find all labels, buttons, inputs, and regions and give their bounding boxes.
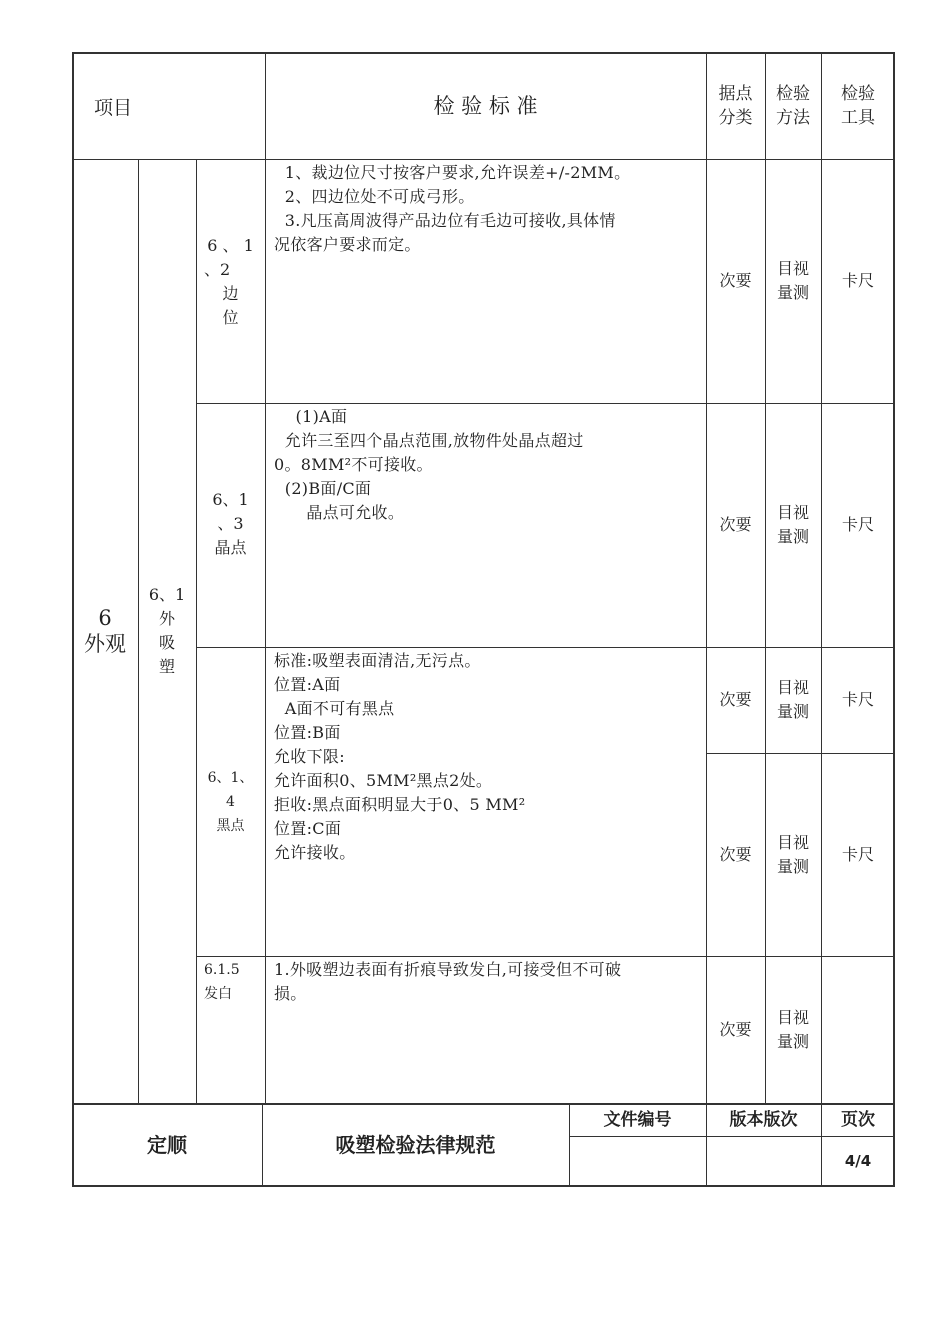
row2-std-line-4: (2)B面/C面 (274, 479, 372, 498)
row2-std-line-5: 晶点可允收。 (274, 503, 405, 522)
section-sub-line-3: 吸 (158, 633, 175, 652)
row3b-method (765, 753, 821, 956)
row2-classify: 次要 (719, 515, 752, 534)
header-method-line-1: 检验 (776, 83, 810, 104)
row2-tool: 卡尺 (841, 515, 874, 534)
row3-std-line-2: 位置:A面 (274, 675, 341, 694)
footer-version (706, 1136, 821, 1185)
footer-page-label: 页次 (841, 1109, 875, 1130)
row3-std-line-4: 位置:B面 (274, 723, 341, 742)
row2-method-line-1: 目视 (776, 503, 809, 522)
footer-page: 4/4 (844, 1151, 872, 1170)
row3-std-line-8: 位置:C面 (274, 819, 342, 838)
row3a-method (765, 647, 821, 753)
row1-method-line-2: 量测 (776, 283, 809, 302)
row1-item-line-3: 边 (222, 284, 239, 303)
row4-std-line-2: 损。 (274, 984, 307, 1003)
row1-method-line-1: 目视 (776, 259, 809, 278)
section-sub-line-2: 外 (158, 609, 175, 628)
row1-std-line-3: 3.凡压高周波得产品边位有毛边可接收,具体情 (274, 211, 616, 230)
section-sub-line-4: 塑 (158, 657, 175, 676)
row1-std-line-4: 况依客户要求而定。 (274, 235, 421, 254)
section-main-name: 外观 (84, 632, 126, 656)
row4-method (765, 956, 821, 1103)
row3-std-line-1: 标准:吸塑表面清洁,无污点。 (274, 651, 481, 670)
row3b-classify: 次要 (719, 844, 752, 864)
section-main-number: 6 (98, 606, 112, 630)
row3a-tool: 卡尺 (841, 690, 874, 709)
section-sub-line-1: 6、1 (148, 585, 186, 604)
row3-item-line-3: 黑点 (216, 818, 245, 834)
row3-item (196, 766, 265, 838)
row3-std-line-5: 允收下限: (274, 747, 345, 766)
row1-tool: 卡尺 (841, 271, 874, 290)
row2-method-line-2: 量测 (776, 527, 809, 546)
header-standard: 检 验 标 准 (433, 93, 538, 118)
footer-company: 定顺 (147, 1133, 187, 1157)
section-sub-label (138, 159, 196, 1103)
row3b-method-line-1: 目视 (776, 832, 809, 852)
row4-classify: 次要 (719, 1019, 752, 1039)
row1-item (196, 234, 265, 330)
header-classify (706, 52, 765, 159)
row3-std-line-9: 允许接收。 (274, 843, 356, 862)
row4-item-line-1: 6.1.5 (204, 962, 240, 978)
row1-item-line-1: 6 、 1 (207, 236, 254, 255)
row1-std-line-2: 2、四边位处不可成弓形。 (274, 187, 475, 206)
row1-classify: 次要 (719, 271, 752, 290)
row3-std-line-7: 拒收:黑点面积明显大于0、5 MM² (274, 795, 526, 814)
header-method-line-2: 方法 (776, 107, 810, 128)
row3a-method-line-1: 目视 (776, 678, 809, 697)
row1-item-line-4: 位 (222, 308, 239, 327)
row3-item-line-2: 4 (226, 794, 235, 810)
header-project: 项目 (94, 97, 133, 119)
row3a-method-line-2: 量测 (776, 702, 809, 721)
row1-item-line-2: 、2 (204, 260, 231, 279)
footer-doc-no-label: 文件编号 (603, 1109, 672, 1130)
row4-std-line-1: 1.外吸塑边表面有折痕导致发白,可接受但不可破 (274, 960, 622, 979)
row4-item (204, 958, 264, 1006)
header-method (765, 52, 821, 159)
row1-method (765, 159, 821, 403)
row2-item-line-2: 、3 (217, 514, 244, 533)
row2-std-line-2: 允许三至四个晶点范围,放物件处晶点超过 (274, 431, 584, 450)
row2-item-line-3: 晶点 (214, 538, 247, 557)
section-main-label (72, 159, 138, 1103)
header-tool-line-1: 检验 (841, 83, 875, 104)
row3-std-line-6: 允许面积0、5MM²黑点2处。 (274, 771, 493, 790)
footer-version-label: 版本版次 (729, 1109, 798, 1130)
inspection-table (72, 52, 895, 1187)
header-tool (821, 52, 895, 159)
row4-method-line-2: 量测 (776, 1031, 809, 1051)
row3-std-line-3: A面不可有黑点 (274, 699, 395, 718)
row2-item (196, 488, 265, 560)
row2-item-line-1: 6、1 (212, 490, 249, 509)
row3-item-line-1: 6、1、 (207, 770, 254, 786)
row3b-tool: 卡尺 (841, 844, 874, 864)
header-classify-line-1: 据点 (718, 83, 753, 104)
row2-method (765, 403, 821, 647)
row3b-method-line-2: 量测 (776, 856, 809, 876)
row1-std-line-1: 1、裁边位尺寸按客户要求,允许误差+/-2MM。 (274, 163, 631, 182)
row3a-classify: 次要 (719, 690, 752, 709)
row1-standard (265, 161, 706, 257)
row2-std-line-3: 0。8MM²不可接收。 (274, 455, 433, 474)
row4-method-line-1: 目视 (776, 1007, 809, 1027)
row4-item-line-2: 发白 (204, 986, 232, 1002)
row4-tool (821, 956, 895, 1103)
row2-standard (265, 405, 706, 525)
row4-standard (265, 958, 706, 1006)
row2-std-line-1: (1)A面 (274, 407, 348, 426)
row3-standard (265, 649, 706, 865)
header-tool-line-2: 工具 (841, 107, 875, 128)
footer-doc-no (569, 1136, 706, 1185)
header-classify-line-2: 分类 (718, 107, 753, 128)
footer-doc-title: 吸塑检验法律规范 (335, 1133, 496, 1157)
